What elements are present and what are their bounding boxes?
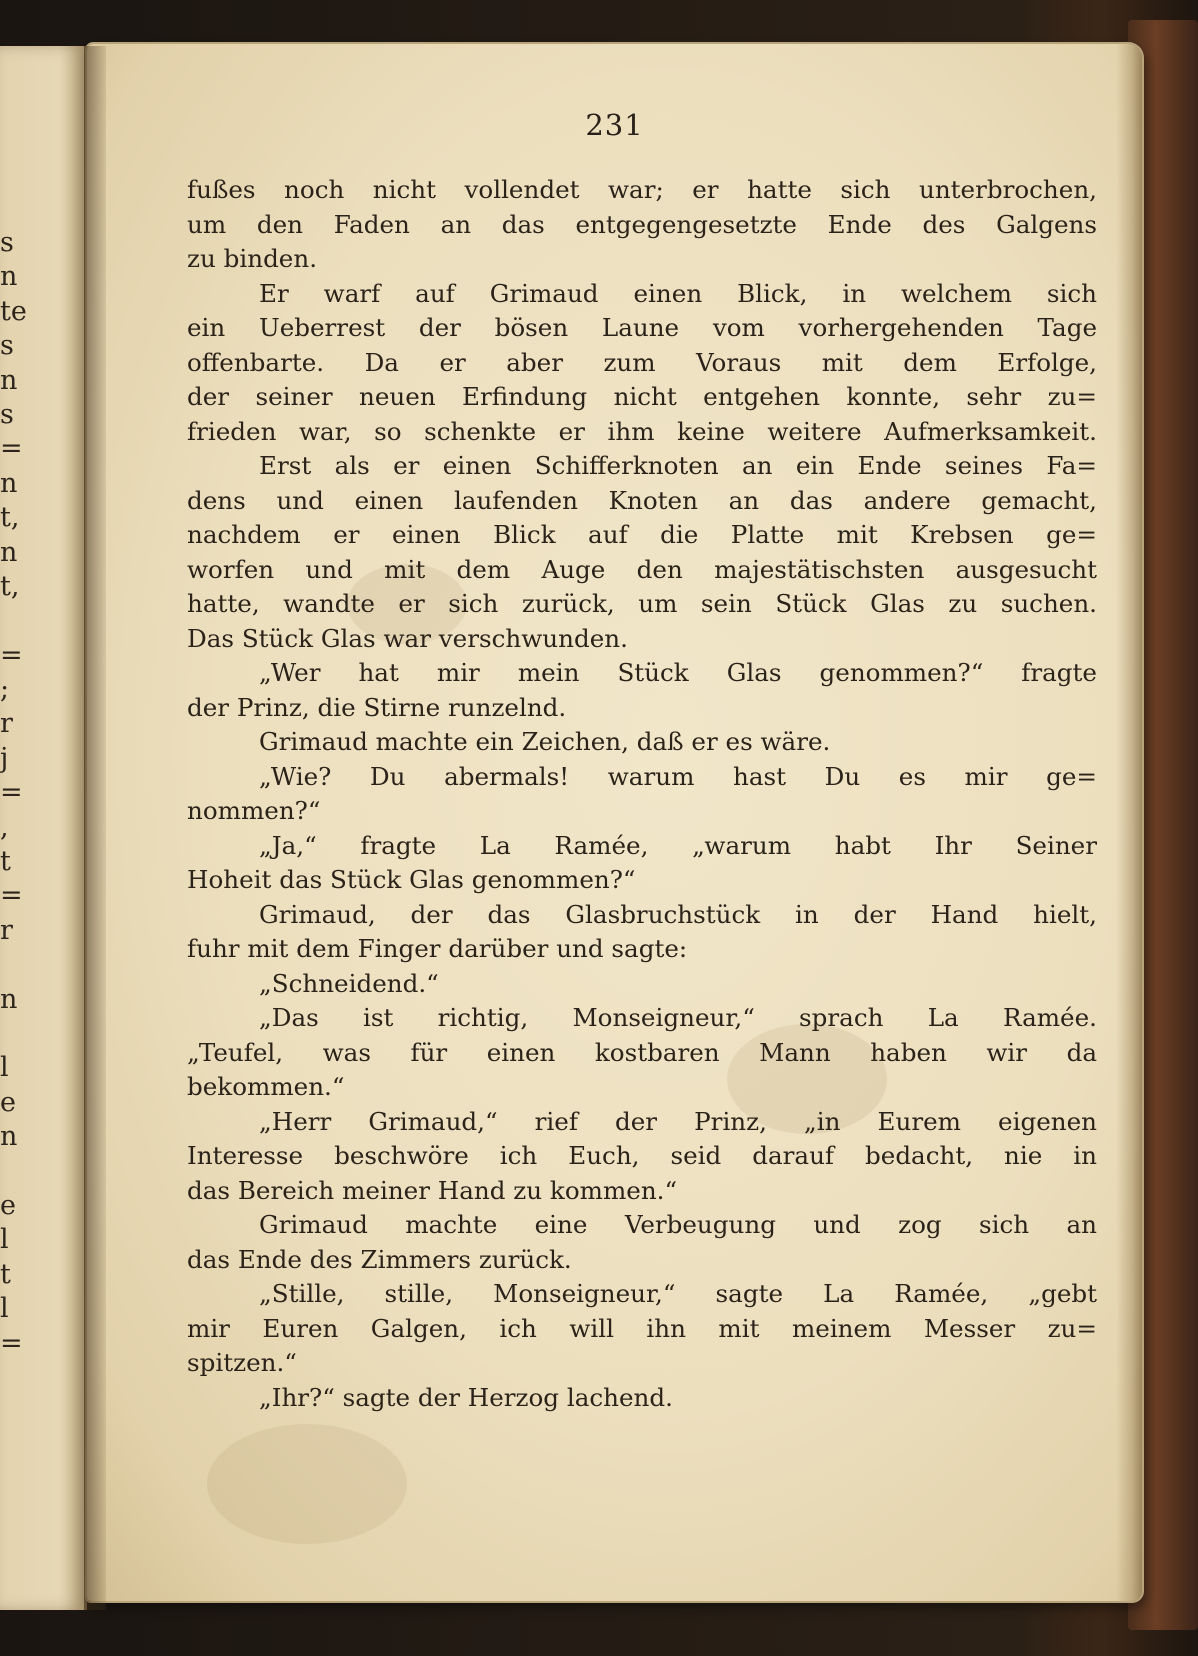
previous-page-line-fragment: n [0, 467, 18, 499]
previous-page-line-fragment [0, 948, 20, 982]
text-line: „Stille, stille, Monseigneur,“ sagte La Ramée, „gebt [259, 1279, 1097, 1308]
previous-page-line-fragment: l [0, 1293, 9, 1325]
previous-page-line-fragment: , [0, 811, 9, 843]
previous-page-line-fragment: = [0, 777, 23, 809]
previous-page-line-fragment: j [0, 742, 9, 774]
previous-page-line-fragment: s [0, 227, 14, 258]
text-line: offenbarte. Da er aber zum Voraus mit dem Erfolge, [187, 347, 1097, 377]
previous-page-line-fragment: e [0, 1189, 16, 1221]
previous-page-line-fragment: n [0, 536, 18, 568]
text-line: „Das ist richtig, Monseigneur,“ sprach La Ramée. [259, 1003, 1097, 1032]
text-line: Interesse beschwöre ich Euch, seid darauf bedacht, nie in [187, 1141, 1097, 1170]
page-text-body [187, 173, 1097, 1415]
previous-page-line-fragment [0, 604, 20, 638]
previous-page-line-fragment: n [0, 364, 18, 396]
text-line: hatte, wandte er sich zurück, um sein Stück Glas zu suchen. [187, 589, 1097, 618]
previous-page-line-fragment: ; [0, 674, 10, 706]
text-line: zu binden. [187, 244, 318, 273]
previous-page-line-fragment: te [0, 295, 27, 327]
text-line: der seiner neuen Erfindung nicht entgehen konnte, sehr zu= [187, 382, 1097, 411]
text-line: worfen und mit dem Auge den majestätischsten ausgesucht [187, 554, 1097, 584]
previous-page-line-fragment: = [0, 1327, 23, 1359]
paper-stain [207, 1424, 407, 1544]
text-line: um den Faden an das entgegengesetzte Ende des Galgens [187, 209, 1097, 239]
text-line: Grimaud machte ein Zeichen, daß er es wäre. [259, 727, 831, 756]
page-number: 231 [585, 108, 644, 142]
previous-page-line-fragment [0, 1017, 20, 1051]
previous-page-line-fragment: t, [0, 502, 20, 534]
previous-page-line-fragment: s [0, 398, 14, 430]
text-line: „Schneidend.“ [259, 968, 439, 998]
previous-page-line-fragment: e [0, 1086, 16, 1118]
text-line: Er warf auf Grimaud einen Blick, in welchem sich [259, 278, 1097, 308]
text-line: frieden war, so schenkte er ihm keine weitere Aufmerksamkeit. [187, 416, 1097, 446]
text-line: das Bereich meiner Hand zu kommen.“ [187, 1175, 678, 1205]
previous-page-line-fragment: n [0, 1121, 18, 1153]
text-line: das Ende des Zimmers zurück. [187, 1244, 572, 1274]
previous-page-line-fragment: t, [0, 570, 20, 602]
text-line: nachdem er einen Blick auf die Platte mit Krebsen ge= [187, 520, 1097, 549]
text-line: Hoheit das Stück Glas genommen?“ [187, 865, 636, 894]
text-line: „Wie? Du abermals! warum hast Du es mir ge= [259, 761, 1097, 791]
text-line: spitzen.“ [187, 1348, 297, 1377]
previous-page-line-fragment: s [0, 330, 14, 362]
text-line: Grimaud machte eine Verbeugung und zog sich an [259, 1210, 1097, 1239]
previous-page-line-fragment: = [0, 880, 23, 912]
text-line: nommen?“ [187, 796, 321, 825]
page-edge-shading [1116, 44, 1142, 1601]
text-line: Grimaud, der das Glasbruchstück in der Hand hielt, [259, 899, 1097, 929]
previous-page-fragment [0, 46, 87, 1610]
text-line: „Teufel, was für einen kostbaren Mann haben wir da [187, 1037, 1097, 1067]
book-page [87, 44, 1142, 1601]
text-line: Erst als er einen Schifferknoten an ein Ende seines Fa= [259, 451, 1097, 480]
text-line: dens und einen laufenden Knoten an das andere gemacht, [187, 485, 1097, 515]
text-line: mir Euren Galgen, ich will ihn mit meinem Messer zu= [187, 1313, 1097, 1343]
text-line: fußes noch nicht vollendet war; er hatte sich unterbrochen, [187, 175, 1097, 204]
text-line: der Prinz, die Stirne runzelnd. [187, 692, 567, 722]
text-line: „Wer hat mir mein Stück Glas genommen?“ fragte [259, 658, 1097, 687]
previous-page-line-fragment: = [0, 433, 23, 465]
previous-page-line-fragment: l [0, 1052, 9, 1084]
previous-page-line-endings [0, 226, 27, 1361]
text-line: bekommen.“ [187, 1072, 345, 1101]
previous-page-line-fragment: t [0, 1258, 11, 1290]
previous-page-line-fragment: t [0, 846, 11, 878]
text-line: fuhr mit dem Finger darüber und sagte: [187, 934, 688, 963]
text-line: „Ihr?“ sagte der Herzog lachend. [259, 1382, 673, 1412]
text-line: „Ja,“ fragte La Ramée, „warum habt Ihr Seiner [259, 830, 1097, 860]
previous-page-line-fragment: r [0, 708, 13, 740]
previous-page-line-fragment: r [0, 914, 13, 946]
previous-page-line-fragment: l [0, 1224, 9, 1256]
previous-page-line-fragment: n [0, 983, 18, 1015]
previous-page-line-fragment: = [0, 639, 23, 671]
previous-page-line-fragment: n [0, 261, 18, 293]
previous-page-line-fragment [0, 1155, 20, 1189]
text-line: „Herr Grimaud,“ rief der Prinz, „in Eurem eigenen [259, 1106, 1097, 1136]
text-line: Das Stück Glas war verschwunden. [187, 623, 628, 653]
text-line: ein Ueberrest der bösen Laune vom vorhergehenden Tage [187, 313, 1097, 342]
